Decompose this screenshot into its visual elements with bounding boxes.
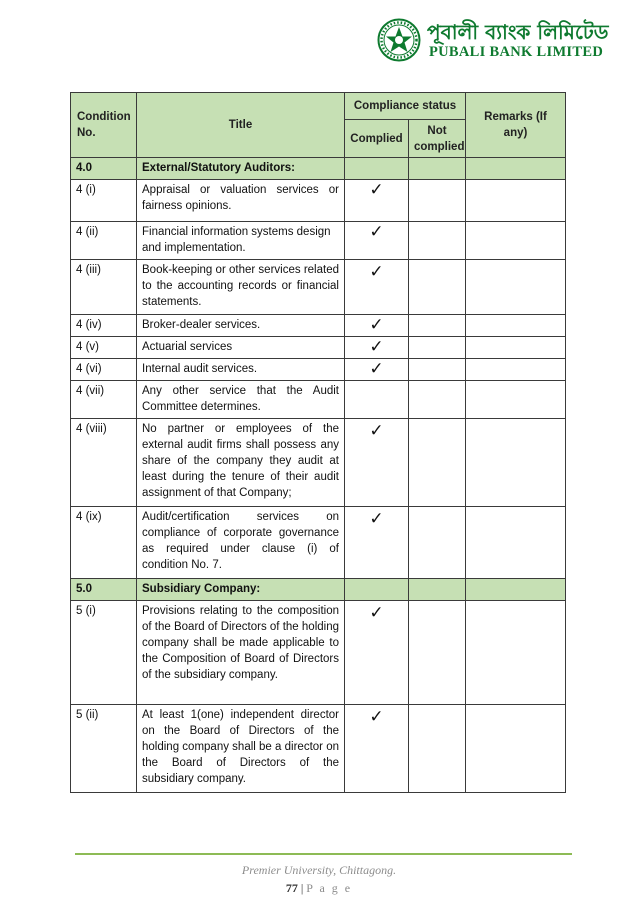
not-complied-cell [409,158,466,180]
not-complied-cell [409,222,466,260]
condition-no: 4 (vii) [71,381,137,419]
table-row [71,315,566,337]
condition-no: 5.0 [71,579,137,601]
table-row [71,222,566,260]
remarks-cell [466,158,566,180]
not-complied-cell [409,359,466,381]
condition-title: Audit/certification services on compliance of corporate governance as required under clause (i) of condition No. 7. [137,507,345,579]
header-complied: Complied [345,120,409,158]
check-mark-icon: ✓ [345,180,409,222]
not-complied-cell [409,337,466,359]
table-row [71,359,566,381]
section-title: Subsidiary Company: [137,579,345,601]
footer-institution: Premier University, Chittagong. [241,863,397,877]
condition-title: At least 1(one) independent director on the Board of Directors of the holding company shall be a director on the Board of Directors of the subsidiary company. [137,705,345,793]
check-mark-icon: ✓ [345,601,409,705]
condition-title: Financial information systems design and implementation. [137,222,345,260]
condition-title: Any other service that the Audit Committee determines. [137,381,345,419]
bank-logo [377,18,607,62]
header-title: Title [137,93,345,158]
section-row [71,579,566,601]
remarks-cell [466,601,566,705]
table-row [71,601,566,705]
remarks-cell [466,222,566,260]
not-complied-cell [409,579,466,601]
footer-rule [75,853,572,855]
condition-title: Appraisal or valuation services or fairness opinions. [137,180,345,222]
condition-no: 4 (v) [71,337,137,359]
condition-no: 4 (i) [71,180,137,222]
check-mark-icon: ✓ [345,337,409,359]
page-separator: | [297,881,307,895]
not-complied-cell [409,381,466,419]
remarks-cell [466,419,566,507]
not-complied-cell [409,507,466,579]
check-mark-icon: ✓ [345,359,409,381]
not-complied-cell [409,180,466,222]
condition-title: Internal audit services. [137,359,345,381]
table-row [71,507,566,579]
not-complied-cell [409,260,466,315]
check-mark-icon: ✓ [345,419,409,507]
remarks-cell [466,180,566,222]
remarks-cell [466,579,566,601]
not-complied-cell [409,419,466,507]
remarks-cell [466,315,566,337]
complied-cell [345,158,409,180]
section-title: External/Statutory Auditors: [137,158,345,180]
condition-title: Provisions relating to the composition of the Board of Directors of the holding company shall be made applicable to the Composition of Board of Directors of the subsidiary company. [137,601,345,705]
condition-no: 4.0 [71,158,137,180]
bank-name-bengali: পূবালী ব্যাংক লিমিটেড [427,20,609,44]
condition-no: 4 (ii) [71,222,137,260]
remarks-cell [466,359,566,381]
page-label: P a g e [306,881,353,895]
condition-title: No partner or employees of the external audit firms shall possess any share of the company they audit at least during the tenure of their audit assignment of that Company; [137,419,345,507]
remarks-cell [466,381,566,419]
condition-title: Actuarial services [137,337,345,359]
remarks-cell [466,705,566,793]
not-complied-cell [409,601,466,705]
condition-no: 5 (i) [71,601,137,705]
check-mark-icon: ✓ [345,705,409,793]
condition-no: 5 (ii) [71,705,137,793]
table-row [71,337,566,359]
header-condition-no: Condition No. [71,93,137,158]
remarks-cell [466,260,566,315]
page-number: 77 [285,881,298,895]
table-row [71,260,566,315]
condition-no: 4 (viii) [71,419,137,507]
condition-no: 4 (iv) [71,315,137,337]
condition-title: Book-keeping or other services related to the accounting records or financial statements. [137,260,345,315]
section-row [71,158,566,180]
not-complied-cell [409,315,466,337]
header-compliance-status: Compliance status [345,93,466,120]
check-mark-icon: ✓ [345,315,409,337]
header-remarks: Remarks (If any) [466,93,566,158]
table-row [71,705,566,793]
bank-seal-icon [377,18,421,62]
table-row [71,381,566,419]
check-mark-icon: ✓ [345,507,409,579]
complied-cell [345,381,409,419]
table-row [71,419,566,507]
check-mark-icon: ✓ [345,222,409,260]
bank-name-english: PUBALI BANK LIMITED [429,44,604,60]
complied-cell [345,579,409,601]
header-not-complied: Not complied [409,120,466,158]
condition-title: Broker-dealer services. [137,315,345,337]
condition-no: 4 (vi) [71,359,137,381]
page-number-line [0,881,638,896]
table-row [71,180,566,222]
remarks-cell [466,507,566,579]
remarks-cell [466,337,566,359]
not-complied-cell [409,705,466,793]
condition-no: 4 (iii) [71,260,137,315]
compliance-table [70,92,566,793]
condition-no: 4 (ix) [71,507,137,579]
check-mark-icon: ✓ [345,260,409,315]
